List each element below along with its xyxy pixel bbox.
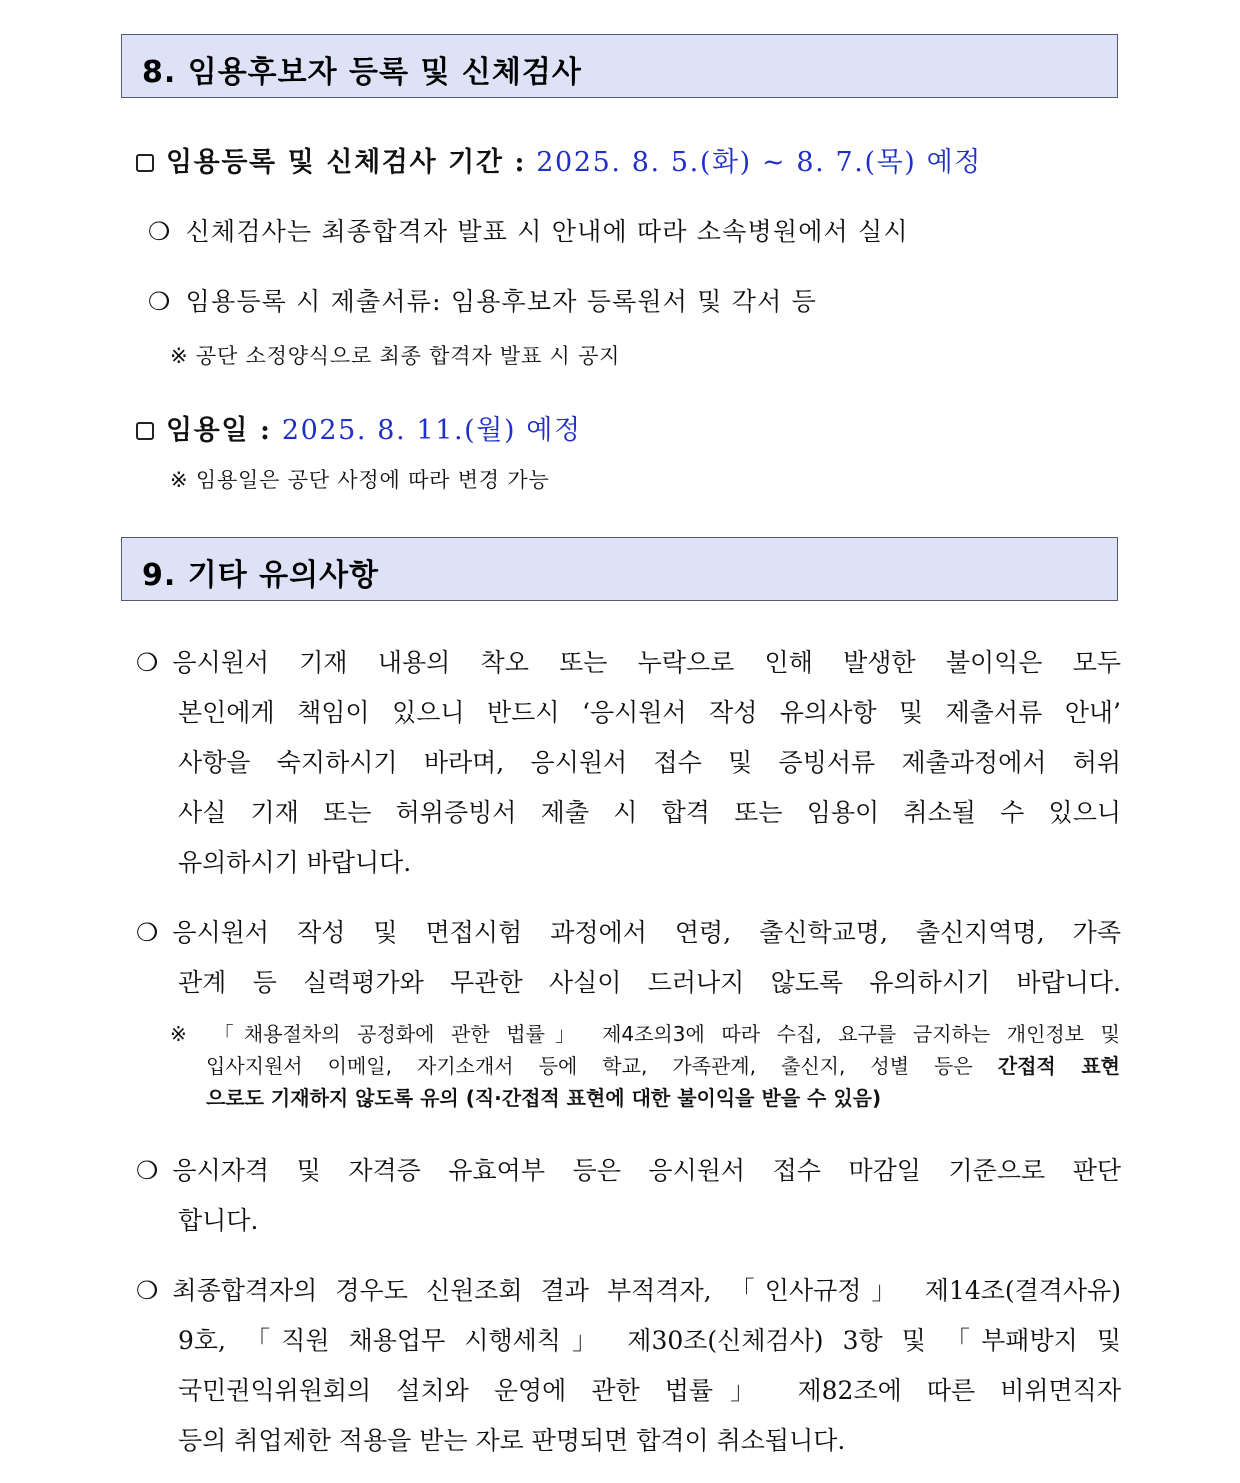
section-8-title: 8. 임용후보자 등록 및 신체검사 [142,55,582,90]
p4-line: 최종합격자의 경우도 신원조회 결과 부적격자, 「인사규정」 제14조(결격사유) [172,1276,1121,1305]
period-value: 2025. 8. 5.(화) ~ 8. 7.(목) 예정 [536,147,982,178]
p4-line: 등의 취업제한 적용을 받는 자로 판명되면 합격이 취소됩니다. [178,1426,846,1455]
circle-bullet-icon: ❍ [136,648,159,677]
appointment-line [136,408,582,447]
circle-bullet-icon: ❍ [136,1156,159,1185]
period-label: 임용등록 및 신체검사 기간 : [166,147,527,178]
note-appointment: ※ 임용일은 공단 사정에 따라 변경 가능 [170,468,550,492]
bullet-physical-exam [148,212,909,248]
period-line [136,140,982,179]
bullet-documents [148,282,817,318]
notice-paragraph-4 [136,1266,1121,1466]
p1-line: 본인에게 책임이 있으니 반드시 ‘응시원서 작성 유의사항 및 제출서류 안내’ [178,698,1121,727]
p2-line: 응시원서 작성 및 면접시험 과정에서 연령, 출신학교명, 출신지역명, 가족 [172,918,1121,947]
section-9-title: 9. 기타 유의사항 [142,558,380,593]
p1-line: 사항을 숙지하시기 바라며, 응시원서 접수 및 증빙서류 제출과정에서 허위 [178,748,1121,777]
checkbox-icon [136,154,154,172]
p2-line: 관계 등 실력평가와 무관한 사실이 드러나지 않도록 유의하시기 바랍니다. [178,968,1121,997]
p3-line: 합니다. [178,1206,259,1235]
note-line-bold: 으로도 기재하지 않도록 유의 (직·간접적 표현에 대한 불이익을 받을 수 있음) [206,1086,882,1110]
privacy-law-note [170,1018,1120,1114]
appointment-value: 2025. 8. 11.(월) 예정 [281,415,582,446]
note-line: ※ 「채용절차의 공정화에 관한 법률」 제4조의3에 따라 수집, 요구를 금지하는 개인정보 및 [170,1022,1120,1046]
note-line-bold: 간접적 표현 [997,1054,1120,1078]
circle-bullet-icon: ❍ [136,1276,159,1305]
p1-line: 사실 기재 또는 허위증빙서 제출 시 합격 또는 임용이 취소될 수 있으니 [178,798,1121,827]
section-8-header [121,34,1118,98]
p1-line: 응시원서 기재 내용의 착오 또는 누락으로 인해 발생한 불이익은 모두 [172,648,1121,677]
p4-line: 9호, 「직원 채용업무 시행세칙」 제30조(신체검사) 3항 및 「부패방지 및 [178,1326,1121,1355]
circle-bullet-icon: ❍ [148,217,172,246]
circle-bullet-icon: ❍ [136,918,159,947]
p4-line: 국민권익위원회의 설치와 운영에 관한 법률」 제82조에 따른 비위면직자 [178,1376,1121,1405]
appointment-label: 임용일 : [166,415,272,446]
circle-bullet-icon: ❍ [148,287,172,316]
p3-line: 응시자격 및 자격증 유효여부 등은 응시원서 접수 마감일 기준으로 판단 [172,1156,1121,1185]
bullet-documents-text: 임용등록 시 제출서류: 임용후보자 등록원서 및 각서 등 [185,287,817,316]
bullet-physical-exam-text: 신체검사는 최종합격자 발표 시 안내에 따라 소속병원에서 실시 [185,217,909,246]
p1-line: 유의하시기 바랍니다. [178,848,412,877]
note-form: ※ 공단 소정양식으로 최종 합격자 발표 시 공지 [170,344,621,368]
notice-paragraph-1 [136,638,1121,888]
checkbox-icon [136,422,154,440]
note-line: 입사지원서 이메일, 자기소개서 등에 학교, 가족관계, 출신지, 성별 등은 [206,1054,998,1078]
notice-paragraph-2 [136,908,1121,1008]
section-9-header [121,537,1118,601]
notice-paragraph-3 [136,1146,1121,1246]
